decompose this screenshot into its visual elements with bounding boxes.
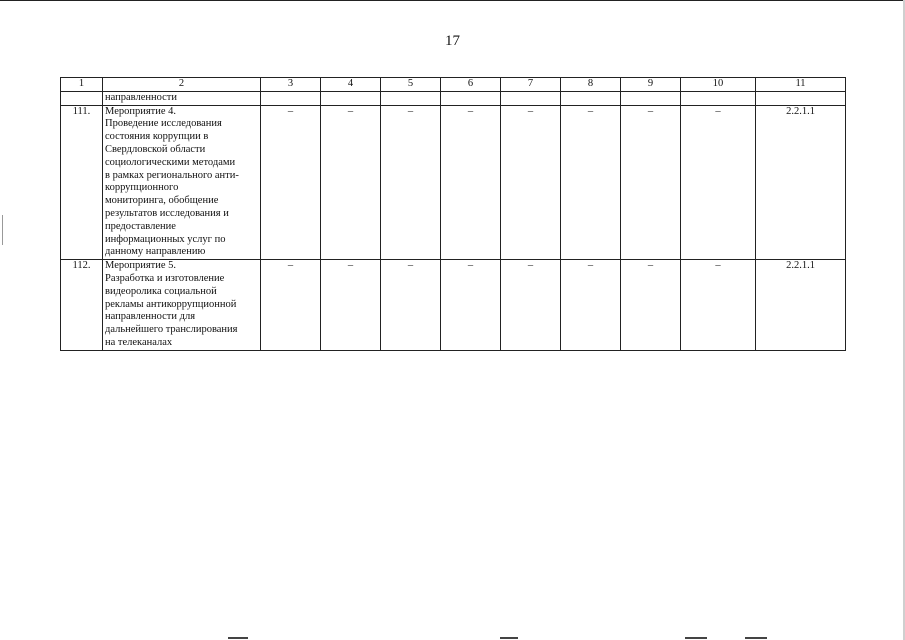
value-cell: – bbox=[561, 260, 621, 351]
value-cell: – bbox=[441, 105, 501, 260]
column-header: 8 bbox=[561, 78, 621, 92]
table-cell bbox=[261, 91, 321, 105]
column-header: 9 bbox=[621, 78, 681, 92]
scan-bottom-mark bbox=[228, 637, 248, 639]
row-number: 112. bbox=[61, 260, 103, 351]
value-cell: – bbox=[381, 260, 441, 351]
table-cell bbox=[441, 91, 501, 105]
row-description: Мероприятие 4. Проведение исследования состояния коррупции в Свердловской области социологическими методами в рамках регионального анти- коррупционного мониторинга, обобщение результатов исследования и предоставление информационных услуг по данному направлению bbox=[103, 105, 261, 260]
value-cell: – bbox=[381, 105, 441, 260]
table-cell bbox=[681, 91, 756, 105]
scan-bottom-mark bbox=[745, 637, 767, 639]
column-header: 10 bbox=[681, 78, 756, 92]
table-cell bbox=[321, 91, 381, 105]
continuation-text: направленности bbox=[103, 91, 261, 105]
scan-bottom-mark bbox=[500, 637, 518, 639]
value-cell: – bbox=[561, 105, 621, 260]
row-code: 2.2.1.1 bbox=[756, 105, 846, 260]
table-cell bbox=[561, 91, 621, 105]
table-cell bbox=[501, 91, 561, 105]
plan-table bbox=[60, 77, 846, 351]
column-header: 4 bbox=[321, 78, 381, 92]
row-description: Мероприятие 5. Разработка и изготовление видеоролика социальной рекламы антикоррупционной направленности для дальнейшего транслирования на телеканалах bbox=[103, 260, 261, 351]
column-header: 3 bbox=[261, 78, 321, 92]
value-cell: – bbox=[621, 105, 681, 260]
value-cell: – bbox=[681, 105, 756, 260]
scan-top-edge bbox=[0, 0, 905, 1]
scan-left-mark bbox=[2, 215, 3, 245]
value-cell: – bbox=[261, 105, 321, 260]
table-cell bbox=[621, 91, 681, 105]
column-header: 1 bbox=[61, 78, 103, 92]
column-header: 2 bbox=[103, 78, 261, 92]
value-cell: – bbox=[261, 260, 321, 351]
table-header-row bbox=[61, 78, 846, 92]
table-cell bbox=[756, 91, 846, 105]
value-cell: – bbox=[501, 105, 561, 260]
table-row bbox=[61, 260, 846, 351]
value-cell: – bbox=[321, 260, 381, 351]
column-header: 5 bbox=[381, 78, 441, 92]
value-cell: – bbox=[321, 105, 381, 260]
value-cell: – bbox=[621, 260, 681, 351]
row-code: 2.2.1.1 bbox=[756, 260, 846, 351]
continuation-row bbox=[61, 91, 846, 105]
value-cell: – bbox=[681, 260, 756, 351]
table-cell bbox=[381, 91, 441, 105]
page-number: 17 bbox=[445, 33, 460, 49]
scan-bottom-mark bbox=[685, 637, 707, 639]
value-cell: – bbox=[501, 260, 561, 351]
column-header: 7 bbox=[501, 78, 561, 92]
row-number: 111. bbox=[61, 105, 103, 260]
column-header: 11 bbox=[756, 78, 846, 92]
column-header: 6 bbox=[441, 78, 501, 92]
table-cell bbox=[61, 91, 103, 105]
table-row bbox=[61, 105, 846, 260]
value-cell: – bbox=[441, 260, 501, 351]
